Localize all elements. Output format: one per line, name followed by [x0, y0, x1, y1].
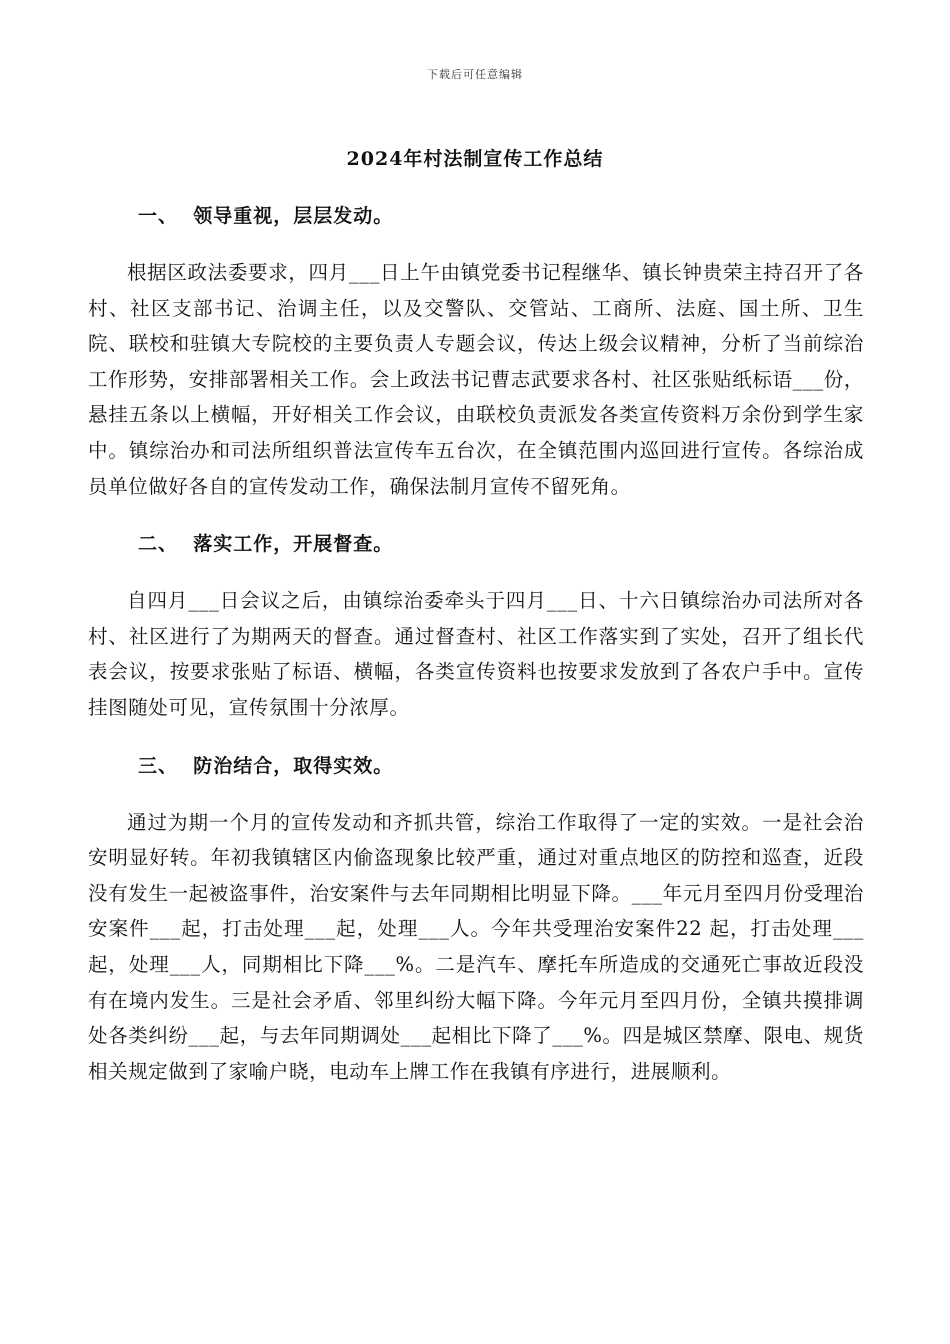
- section-3: [88, 746, 864, 1090]
- section-heading: 三、 防治结合，取得实效。: [138, 754, 394, 777]
- header-note: 下载后可任意编辑: [427, 68, 523, 81]
- section-heading: 一、 领导重视，层层发动。: [138, 205, 394, 227]
- section-paragraph: 通过为期一个月的宣传发动和齐抓共管，综治工作取得了一定的实效。一是社会治安明显好转。年初我镇辖区内偷盗现象比较严重，通过对重点地区的防控和巡查，近段没有发生一起被盗事件，治安案件与去年同期相比明显下降。___年元月至四月份受理治安案件___起，打击处理___起，处理___人。今年共受理治安案件22 起，打击处理___起，处理___人，同期相比下降___%。二是汽车、摩托车所造成的交通死亡事故近段没有在境内发生。三是社会矛盾、邻里纠纷大幅下降。今年元月至四月份，全镇共摸排调处各类纠纷___起，与去年同期调处___起相比下降了___%。四是城区禁摩、限电、规货相关规定做到了家喻户晓，电动车上牌工作在我镇有序进行，进展顺利。: [88, 810, 864, 1083]
- section-1: [88, 196, 864, 504]
- section-paragraph: 自四月___日会议之后，由镇综治委牵头于四月___日、十六日镇综治办司法所对各村、社区进行了为期两天的督查。通过督查村、社区工作落实到了实处，召开了组长代表会议，按要求张贴了标语、横幅，各类宣传资料也按要求发放到了各农户手中。宣传挂图随处可见，宣传氛围十分浓厚。: [88, 589, 864, 719]
- section-heading: 二、 落实工作，开展督查。: [138, 533, 394, 556]
- section-paragraph: 根据区政法委要求，四月___日上午由镇党委书记程继华、镇长钟贵荣主持召开了各村、社区支部书记、治调主任，以及交警队、交管站、工商所、法庭、国土所、卫生院、联校和驻镇大专院校的主要负责人专题会议，传达上级会议精神，分析了当前综治工作形势，安排部署相关工作。会上政法书记曹志武要求各村、社区张贴纸标语___份，悬挂五条以上横幅，开好相关工作会议，由联校负责派发各类宣传资料万余份到学生家中。镇综治办和司法所组织普法宣传车五台次，在全镇范围内巡回进行宣传。各综治成员单位做好各自的宣传发动工作，确保法制月宣传不留死角。: [88, 261, 864, 498]
- document-title: 2024年村法制宣传工作总结: [346, 148, 604, 170]
- document-body: [88, 196, 864, 1089]
- section-2: [88, 524, 864, 725]
